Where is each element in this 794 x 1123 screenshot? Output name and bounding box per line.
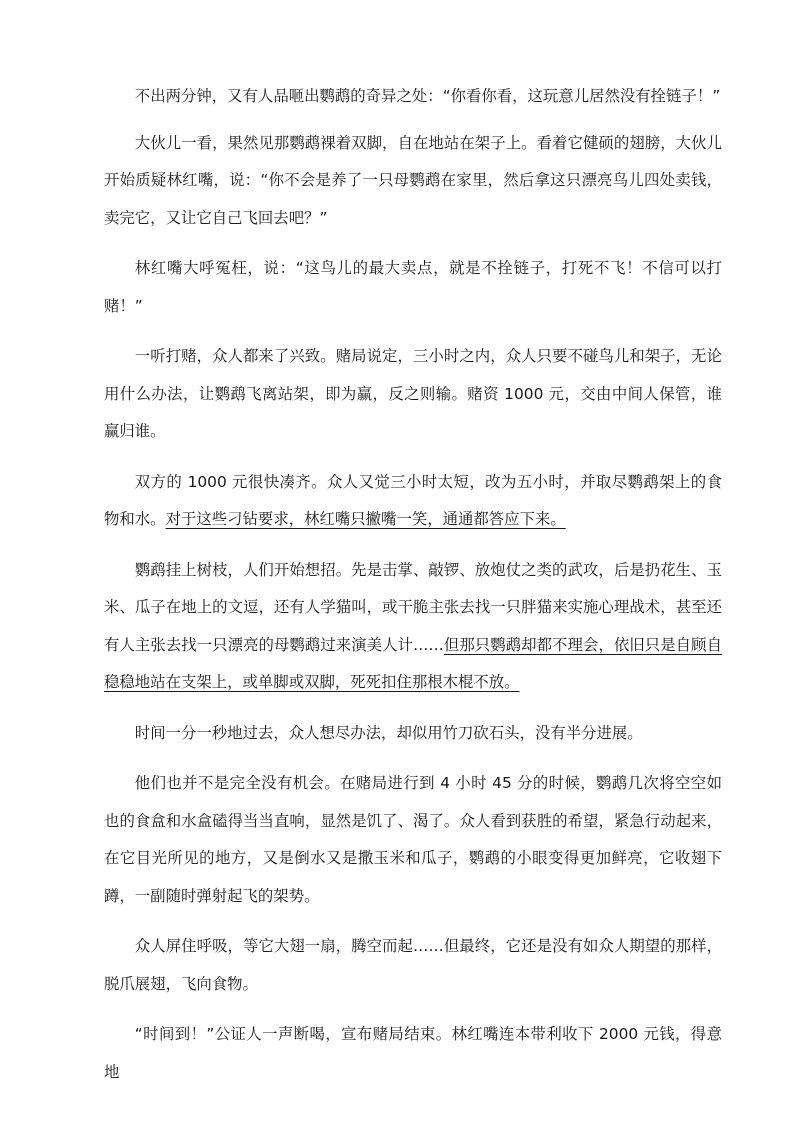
paragraph-2 (104, 125, 722, 238)
paragraph-1 (104, 78, 722, 116)
paragraph-5 (104, 464, 722, 539)
paragraph-text: 时间一分一秒地过去，众人想尽办法，却似用竹刀砍石头，没有半分进展。 (134, 723, 643, 742)
paragraph-8 (104, 765, 722, 915)
paragraph-9 (104, 928, 722, 1003)
paragraph-text: 林红嘴大呼冤枉，说：“这鸟儿的最大卖点，就是不拴链子，打死不飞！不信可以打赌！” (104, 259, 722, 315)
body-text (104, 78, 722, 1104)
paragraph-text: 大伙儿一看，果然见那鹦鹉裸着双脚，自在地站在架子上。看着它健硕的翅膀，大伙儿开始质疑林红嘴，说：“你不会是养了一只母鹦鹉在家里，然后拿这只漂亮鸟儿四处卖钱，卖完它，又让它自己飞回去吧？” (104, 133, 722, 227)
underlined-sentence: 对于这些刁钻要求，林红嘴只撇嘴一笑，通通都答应下来。 (165, 510, 566, 528)
paragraph-text: 双方的 1000 元很快凑齐。众人又觉三小时太短，改为五小时，并取尽鹦鹉架上的食物和水。 (104, 472, 722, 528)
paragraph-text: 一听打赌，众人都来了兴致。赌局说定，三小时之内，众人只要不碰鸟儿和架子，无论用什么办法，让鹦鹉飞离站架，即为赢，反之则输。赌资 1000 元，交由中间人保管，谁赢归谁。 (104, 347, 722, 440)
paragraph-text: 他们也并不是完全没有机会。在赌局进行到 4 小时 45 分的时候，鹦鹉几次将空空如也的食盒和水盒磕得当当直响，显然是饥了、渴了。众人看到获胜的希望，紧急行动起来，在它目光所见的地方，又是倒水又是撒玉米和瓜子，鹦鹉的小眼变得更加鲜亮，它收翅下蹲，一副随时弹射起飞的架势。 (104, 774, 722, 905)
paragraph-10 (104, 1016, 722, 1091)
paragraph-7 (104, 715, 722, 753)
paragraph-text: 鹦鹉挂上树枝，人们开始想招。先是击掌、敲锣、放炮仗之类的武攻，后是扔花生、玉米、瓜子在地上的文逗，还有人学猫叫，或干脆主张去找一只胖猫来实施心理战术，甚至还有人主张去找一只漂亮的母鹦鹉过来演美人计…… (104, 560, 722, 654)
paragraph-6 (104, 552, 722, 702)
paragraph-3 (104, 250, 722, 325)
paragraph-4 (104, 338, 722, 451)
paragraph-text: 不出两分钟，又有人品咂出鹦鹉的奇异之处：“你看你看，这玩意儿居然没有拴链子！” (134, 87, 721, 105)
paragraph-text: “时间到！”公证人一声断喝，宣布赌局结束。林红嘴连本带利收下 2000 元钱，得意地 (104, 1025, 722, 1081)
paragraph-text: 众人屏住呼吸，等它大翅一扇，腾空而起……但最终，它还是没有如众人期望的那样，脱爪展翅，飞向食物。 (104, 937, 722, 993)
underlined-sentence: 但那只鹦鹉却都不理会，依旧只是自顾自稳稳地站在支架上，或单脚或双脚，死死扣住那根木棍不放。 (104, 635, 722, 691)
